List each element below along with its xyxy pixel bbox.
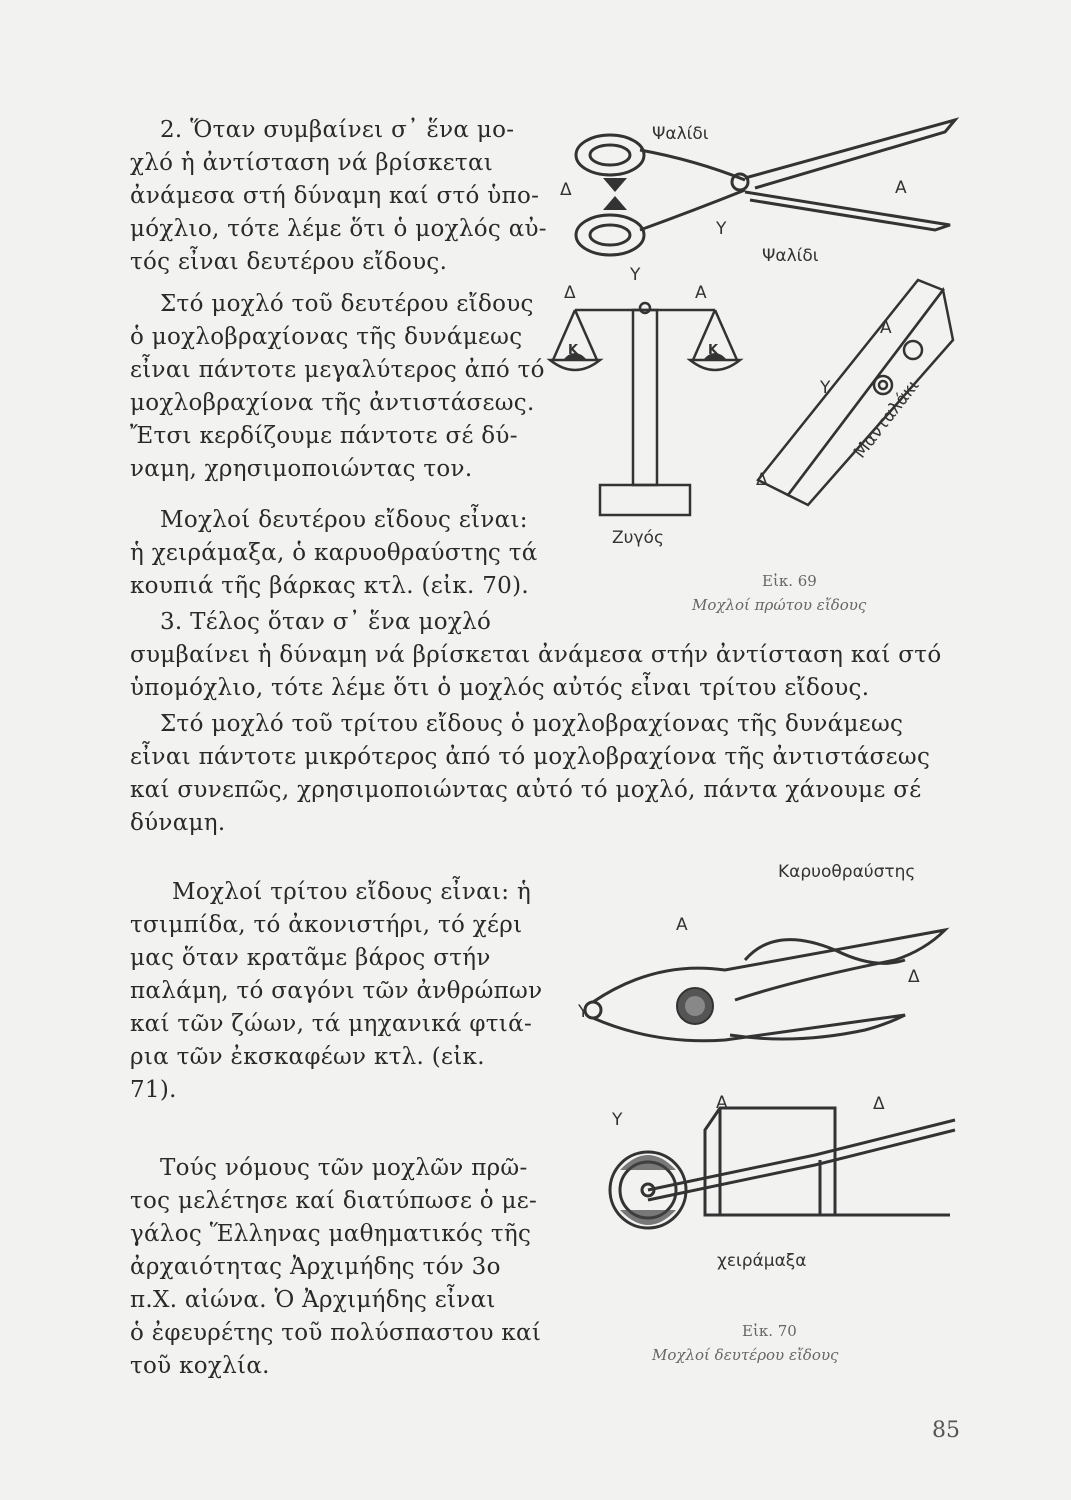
text-line: ὁ μοχλοβραχίονας τῆς δυνάμεως xyxy=(130,324,523,350)
text-line: μόχλιο, τότε λέμε ὅτι ὁ μοχλός αὐ- xyxy=(130,216,547,242)
label-a2: Α xyxy=(695,283,707,303)
label-balance: Ζυγός xyxy=(612,528,664,548)
text-line: 3. Τέλος ὅταν σ᾿ ἕνα μοχλό xyxy=(160,609,492,635)
label-y5: Υ xyxy=(612,1110,623,1130)
text-line: ὁ ἐφευρέτης τοῦ πολύσπαστου καί xyxy=(130,1320,542,1346)
paragraph-third-kind-definition xyxy=(130,606,960,705)
nutcracker-illustration xyxy=(575,920,965,1060)
text-line: ἀρχαιότητας Ἀρχιμήδης τόν 3ο xyxy=(130,1254,501,1280)
label-nutcracker: Καρυοθραύστης xyxy=(778,862,916,882)
text-line: Ἔτσι κερδίζουμε πάντοτε σέ δύ- xyxy=(130,423,518,449)
label-y2: Υ xyxy=(630,265,641,285)
label-d2: Δ xyxy=(564,283,576,303)
paragraph-third-kind-rule xyxy=(130,708,960,840)
figure70-number: Εἰκ. 70 xyxy=(742,1322,797,1340)
text-line: 2. Ὅταν συμβαίνει σ᾿ ἕνα μο- xyxy=(160,117,515,143)
label-d3: Δ xyxy=(756,470,768,490)
label-a4: Α xyxy=(676,915,688,935)
text-line: κουπιά τῆς βάρκας κτλ. (εἰκ. 70). xyxy=(130,573,529,599)
label-clothespin: Μανταλάκι xyxy=(850,376,924,463)
text-line: ὑπομόχλιο, τότε λέμε ὅτι ὁ μοχλός αὐτός εἶναι τρίτου εἴδους. xyxy=(130,675,870,701)
label-a1: Α xyxy=(895,178,907,198)
label-k2: Κ xyxy=(708,343,719,358)
text-line: Στό μοχλό τοῦ δευτέρου εἴδους xyxy=(160,291,534,317)
text-line: Μοχλοί δευτέρου εἴδους εἶναι: xyxy=(160,507,528,533)
clothespin-illustration xyxy=(748,260,968,520)
scissors-illustration xyxy=(555,100,975,260)
text-line: Τούς νόμους τῶν μοχλῶν πρῶ- xyxy=(160,1155,528,1181)
label-d1: Δ xyxy=(560,180,572,200)
text-line: εἶναι πάντοτε μεγαλύτερος ἀπό τό xyxy=(130,357,545,383)
wheelbarrow-illustration xyxy=(600,1090,960,1240)
label-d4: Δ xyxy=(908,967,920,987)
label-y1: Υ xyxy=(716,219,727,239)
paragraph-second-kind-definition xyxy=(130,114,550,279)
text-line: γάλος Ἕλληνας μαθηματικός τῆς xyxy=(130,1221,532,1247)
text-line: π.Χ. αἰώνα. Ὁ Ἀρχιμήδης εἶναι xyxy=(130,1287,496,1313)
balance-scale-illustration xyxy=(545,270,745,530)
text-line: ἡ χειράμαξα, ὁ καρυοθραύστης τά xyxy=(130,540,538,566)
text-line: 71). xyxy=(130,1077,177,1103)
text-line: δύναμη. xyxy=(130,810,226,836)
paragraph-second-kind-examples xyxy=(130,504,550,603)
text-line: τός εἶναι δευτέρου εἴδους. xyxy=(130,249,448,275)
text-line: τσιμπίδα, τό ἀκονιστήρι, τό χέρι xyxy=(130,912,523,938)
paragraph-third-kind-examples xyxy=(130,876,543,1107)
label-a3: Α xyxy=(880,318,892,338)
text-line: Στό μοχλό τοῦ τρίτου εἴδους ὁ μοχλοβραχίονας τῆς δυνάμεως xyxy=(160,711,904,737)
text-line: μοχλοβραχίονα τῆς ἀντιστάσεως. xyxy=(130,390,535,416)
page-number: 85 xyxy=(932,1418,960,1443)
label-scissors-title2: Ψαλίδι xyxy=(762,246,819,266)
text-line: καί τῶν ζώων, τά μηχανικά φτιά- xyxy=(130,1011,533,1037)
text-line: τος μελέτησε καί διατύπωσε ὁ με- xyxy=(130,1188,538,1214)
figure69-number: Εἰκ. 69 xyxy=(762,572,817,590)
paragraph-archimedes xyxy=(130,1152,540,1383)
text-line: εἶναι πάντοτε μικρότερος ἀπό τό μοχλοβραχίονα τῆς ἀντιστάσεως xyxy=(130,744,931,770)
text-line: ναμη, χρησιμοποιώντας τον. xyxy=(130,456,473,482)
text-line: ἀνάμεσα στή δύναμη καί στό ὑπο- xyxy=(130,183,540,209)
label-k1: Κ xyxy=(568,343,579,358)
label-scissors-title: Ψαλίδι xyxy=(652,124,709,144)
text-line: μας ὅταν κρατᾶμε βάρος στήν xyxy=(130,945,491,971)
label-y3: Υ xyxy=(820,378,831,398)
text-line: Μοχλοί τρίτου εἴδους εἶναι: ἡ xyxy=(172,879,532,905)
label-a5: Α xyxy=(716,1093,728,1113)
label-d5: Δ xyxy=(873,1094,885,1114)
label-wheelbarrow: χειράμαξα xyxy=(717,1251,807,1271)
text-line: συμβαίνει ἡ δύναμη νά βρίσκεται ἀνάμεσα στήν ἀντίσταση καί στό xyxy=(130,642,942,668)
text-line: τοῦ κοχλία. xyxy=(130,1353,270,1379)
figure70-caption: Μοχλοί δευτέρου εἴδους xyxy=(652,1346,839,1364)
text-line: ρια τῶν ἐκσκαφέων κτλ. (εἰκ. xyxy=(130,1044,485,1070)
text-line: χλό ἡ ἀντίσταση νά βρίσκεται xyxy=(130,150,494,176)
figure69-caption: Μοχλοί πρώτου εἴδους xyxy=(692,596,867,614)
text-line: παλάμη, τό σαγόνι τῶν ἀνθρώπων xyxy=(130,978,543,1004)
label-y4: Υ xyxy=(578,1002,589,1022)
paragraph-second-kind-rule xyxy=(130,288,550,486)
text-line: καί συνεπῶς, χρησιμοποιώντας αὐτό τό μοχλό, πάντα χάνουμε σέ xyxy=(130,777,922,803)
